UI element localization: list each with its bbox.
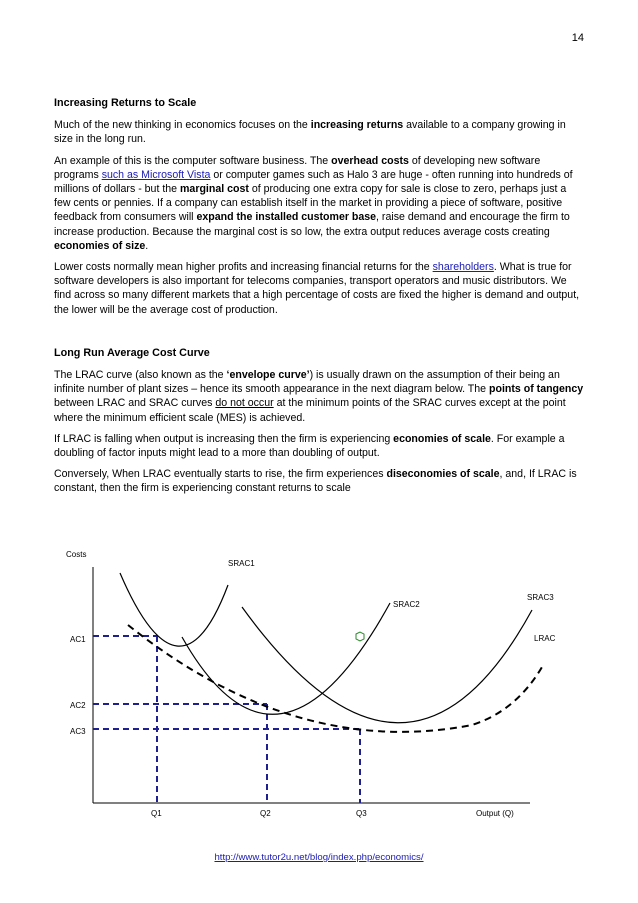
tick-ac2: AC2 (70, 701, 86, 710)
paragraph (54, 368, 584, 425)
text: Conversely, When LRAC eventually starts to rise, the firm experiences (54, 468, 387, 481)
srac3-curve (242, 607, 532, 723)
link-shareholders[interactable]: shareholders (432, 261, 494, 274)
y-axis-label: Costs (66, 550, 87, 559)
text: Much of the new thinking in economics focuses on the (54, 119, 311, 132)
bold-text: expand the installed customer base (196, 211, 377, 224)
text: If LRAC is falling when output is increasing then the firm is experiencing (54, 432, 394, 445)
text: An example of this is the computer software business. The (54, 154, 332, 167)
text: at the minimum points of the SRAC curves except at the point where the minimum efficient scale (MES) is achieved. (54, 397, 566, 424)
text: of developing new software programs (54, 154, 541, 181)
footer (0, 852, 638, 863)
bold-text: marginal cost (180, 183, 249, 196)
bold-text: points of tangency (489, 383, 584, 396)
paragraph (54, 467, 584, 495)
hexagon-marker (356, 632, 364, 641)
lrac-chart-svg (60, 545, 580, 825)
text: . For example a doubling of factor inputs might lead to a more than doubling of output. (54, 432, 565, 460)
bold-text: economies of scale (393, 432, 491, 445)
page-number: 14 (571, 32, 584, 44)
heading-lrac: Long Run Average Cost Curve (54, 346, 210, 359)
text: between LRAC and SRAC curves (54, 397, 216, 410)
paragraph (54, 118, 584, 146)
paragraph (54, 260, 584, 317)
bold-text: overhead costs (331, 154, 409, 167)
lrac-chart (60, 545, 580, 825)
bold-text: diseconomies of scale (386, 468, 500, 481)
body-text (54, 96, 584, 503)
bold-text: economies of size (54, 239, 146, 252)
tick-q2: Q2 (260, 809, 271, 818)
text: . (145, 239, 149, 252)
tick-ac3: AC3 (70, 727, 86, 736)
label-srac3: SRAC3 (527, 593, 554, 602)
text: available to a company growing in size in the long run. (54, 119, 566, 146)
label-lrac: LRAC (534, 634, 556, 643)
text: ) is usually drawn on the assumption of their being an infinite number of plant sizes – hence its smooth appearance in the next diagram below. The (54, 369, 560, 396)
text: , and, If LRAC is constant, then the firm is experiencing constant returns to scale (54, 468, 577, 495)
label-srac2: SRAC2 (393, 600, 420, 609)
bold-text: increasing returns (310, 119, 404, 132)
tick-q1: Q1 (151, 809, 162, 818)
paragraph (54, 432, 584, 460)
text: . What is true for software developers is also important for telecoms companies, transport operators and music distributors. We find across so many different markets that a high percentage of costs are fixed the higher is demand and output, the lower will be the average cost of production. (54, 261, 580, 316)
link-microsoft-vista[interactable]: such as Microsoft Vista (101, 168, 211, 181)
text: or computer games such as Halo 3 are huge - often running into hundreds of millions of dollars - but the (54, 168, 573, 196)
text: , raise demand and encourage the firm to increase production. Because the marginal cost is so low, the extra output reduces average costs creating (54, 211, 570, 238)
paragraph (54, 154, 584, 253)
text: of producing one extra copy for sale is close to zero, perhaps just a few cents or pennies. If a company can establish itself in the market in providing a piece of software, positive feedback from consumers will (54, 183, 567, 224)
bold-text: ‘envelope curve’ (226, 369, 310, 382)
tick-q3: Q3 (356, 809, 367, 818)
tick-ac1: AC1 (70, 635, 86, 644)
underlined-text: do not occur (215, 397, 274, 410)
x-axis-label: Output (Q) (476, 809, 514, 818)
text: The LRAC curve (also known as the (54, 369, 227, 382)
footer-url-link[interactable]: http://www.tutor2u.net/blog/index.php/economics/ (214, 852, 424, 863)
label-srac1: SRAC1 (228, 559, 255, 568)
heading-increasing-returns: Increasing Returns to Scale (54, 97, 197, 109)
srac2-curve (182, 603, 390, 714)
text: Lower costs normally mean higher profits and increasing financial returns for the (54, 261, 433, 274)
lrac-curve (128, 625, 542, 732)
